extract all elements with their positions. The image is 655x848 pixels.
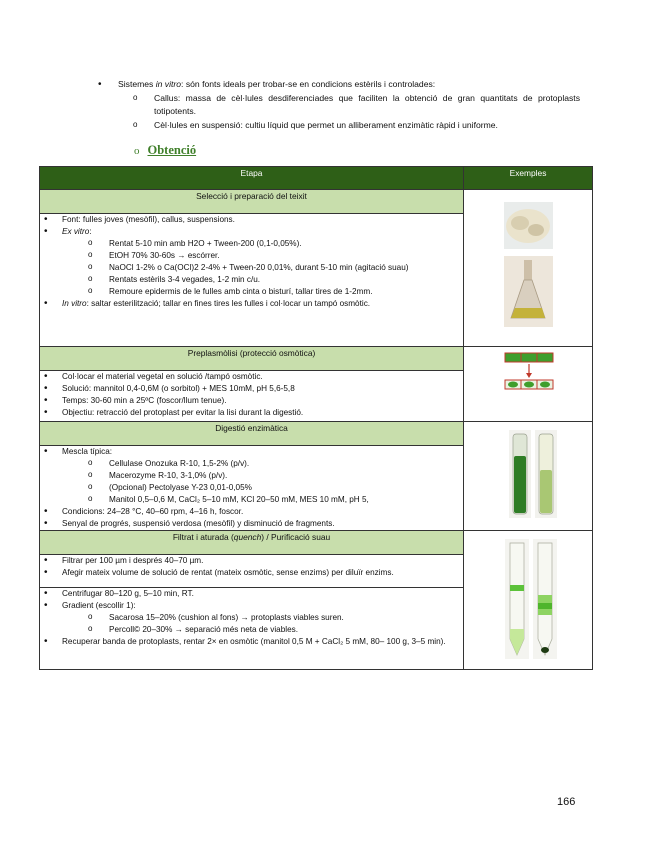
- gradient-tubes: [465, 531, 592, 665]
- stage-body-preplasmolysis: [40, 371, 464, 422]
- col-header-stage: Etapa: [40, 167, 464, 190]
- list-item: o Percoll© 20–30% → separació més neta de viables.: [62, 624, 463, 636]
- cells-after: [505, 380, 553, 389]
- list-item: • In vitro: saltar esterilització; tallar en fines tires les fulles i col·locar un tampó osmòtic.: [40, 298, 463, 310]
- list-item: • Objectiu: retracció del protoplast per evitar la lisi durant la digestió.: [40, 407, 463, 419]
- list-item: o Cellulase Onozuka R-10, 1,5-2% (p/v).: [62, 458, 463, 470]
- list-item: o EtOH 70% 30-60s → escórrer.: [62, 250, 463, 262]
- list-item: • Temps: 30-60 min a 25ºC (foscor/llum tenue).: [40, 395, 463, 407]
- list-item: o (Opcional) Pectolyase Y-23 0,01-0,05%: [62, 482, 463, 494]
- examples-cell-filtration: [464, 531, 593, 670]
- examples-cell-selection: [464, 190, 593, 347]
- page-number: 166: [557, 796, 576, 808]
- list-item: • Afegir mateix volume de solució de rentat (mateix osmòtic, sense enzims) per diluïr enzims.: [40, 567, 463, 579]
- list-item: • Centrifugar 80–120 g, 5–10 min, RT.: [40, 588, 463, 600]
- section-bullet: o: [134, 145, 140, 157]
- plasmolysis-diagram: [465, 347, 592, 417]
- stage-title-row: [40, 190, 593, 214]
- stage-title-selection: Selecció i preparació del teixit: [40, 190, 464, 214]
- list-item: o Macerozyme R-10, 3-1,0% (p/v).: [62, 470, 463, 482]
- list-item: o Manitol 0,5–0,6 M, CaCl₂ 5–10 mM, KCl 20–50 mM, MES 10 mM, pH 5,: [62, 494, 463, 506]
- list-item: • Col·locar el material vegetal en solució /tampó osmòtic.: [40, 371, 463, 383]
- list-item: • Solució: mannitol 0,4-0,6M (o sorbitol) + MES 10mM, pH 5,6-5,8: [40, 383, 463, 395]
- flask-neck: [524, 260, 532, 280]
- list-item: o Rentats estèrils 3-4 vegades, 1-2 min c/u.: [62, 274, 463, 286]
- list-item: • Gradient (escollir 1): o Sacarosa 15–20% (cushion al fons) → protoplasts viables suren. o Percoll© 20–30% → separació més neta de viables.: [40, 600, 463, 636]
- list-item: • Recuperar banda de protoplasts, rentar 2× en osmòtic (manitol 0,5 M + CaCl₂ 5 mM, 80– 100 g, 3–5 min).: [40, 636, 463, 648]
- section-title: Obtenció: [147, 143, 197, 157]
- list-item: • Senyal de progrés, suspensió verdosa (mesòfil) y disminució de fragments.: [40, 518, 463, 530]
- intro-list: [96, 78, 580, 132]
- tissue-photos: [465, 190, 592, 342]
- examples-cell-preplasmolysis: [464, 347, 593, 422]
- intro-item-in-vitro: • Sistemes in vitro: són fonts ideals per trobar-se en condicions estèrils i controlades:: [96, 78, 580, 92]
- list-item: • Font: fulles joves (mesòfil), callus, suspensions.: [40, 214, 463, 226]
- callus-lobe-2: [528, 224, 544, 236]
- digestion-tubes: [465, 422, 592, 522]
- protocol-table: [39, 166, 593, 670]
- stage-body-selection: [40, 214, 464, 347]
- list-item: o Remoure epidermis de le fulles amb cinta o bisturí, tallar tires de 1-2mm.: [62, 286, 463, 298]
- stage-title-digestion: Digestió enzimàtica: [40, 422, 464, 446]
- list-item: o Sacarosa 15–20% (cushion al fons) → protoplasts viables suren.: [62, 612, 463, 624]
- examples-cell-digestion: [464, 422, 593, 531]
- stage-body-digestion: [40, 446, 464, 531]
- cells-before: [505, 353, 553, 362]
- tube-2-green: [540, 470, 552, 513]
- list-item: • Filtrar per 100 µm i després 40–70 µm.: [40, 555, 463, 567]
- stage-title-preplasmolysis: Preplasmòlisi (protecció osmòtica): [40, 347, 464, 371]
- section-heading: [134, 143, 196, 158]
- callus-lobe: [511, 216, 529, 230]
- gradient-band-1: [510, 585, 524, 591]
- list-item: • Condicions: 24–28 °C, 40–60 rpm, 4–16 h, foscor.: [40, 506, 463, 518]
- col-header-examples: Exemples: [464, 167, 593, 190]
- arrow-head: [526, 373, 532, 378]
- table-header-row: [40, 167, 593, 190]
- list-item: o NaOCl 1-2% o Ca(OCl)2 2-4% + Tween-20 0,01%, durant 5-10 min (agitació suau): [62, 262, 463, 274]
- tube-1-green: [514, 456, 526, 513]
- stage-title-filtration: Filtrat i aturada (quench) / Purificació suau: [40, 531, 464, 555]
- stage-body-filtration: [40, 555, 464, 588]
- flask-liquid: [511, 308, 545, 318]
- list-item: o Rentat 5-10 min amb H2O + Tween-200 (0,1-0,05%).: [62, 238, 463, 250]
- intro-sub-suspension: o Cèl·lules en suspensió: cultiu líquid que permet un alliberament enzimàtic ràpid i uniforme.: [96, 119, 580, 133]
- list-item: • Mescla típica: o Cellulase Onozuka R-10, 1,5-2% (p/v). o Macerozyme R-10, 3-1,0% (p/v). o (Opcional) Pectolyase Y-23 0,01-0,05% o Manitol 0,5–0,6 M, CaCl₂ 5–10 mM, KCl 20–50 mM, MES 10 mM, pH 5,: [40, 446, 463, 506]
- gradient-band-2-dense: [538, 603, 552, 609]
- list-item: • Ex vitro: o Rentat 5-10 min amb H2O + Tween-200 (0,1-0,05%). o EtOH 70% 30-60s → escórrer. o NaOCl 1-2% o Ca(OCl)2 2-4% + Tween-20 0,01%, durant 5-10 min (agitació suau) o Rentats estèrils 3-4 vegades, 1-2 min c/u. o Remoure epidermis de le fulles amb cinta o bisturí, tallar tires de 1-2mm.: [40, 226, 463, 298]
- intro-sub-callus: o Callus: massa de cèl·lules desdiferenciades que faciliten la obtenció de gran quantitats de protoplasts totipotents.: [96, 92, 580, 119]
- stage-body-purification: [40, 588, 464, 670]
- gradient-pellet: [541, 647, 549, 653]
